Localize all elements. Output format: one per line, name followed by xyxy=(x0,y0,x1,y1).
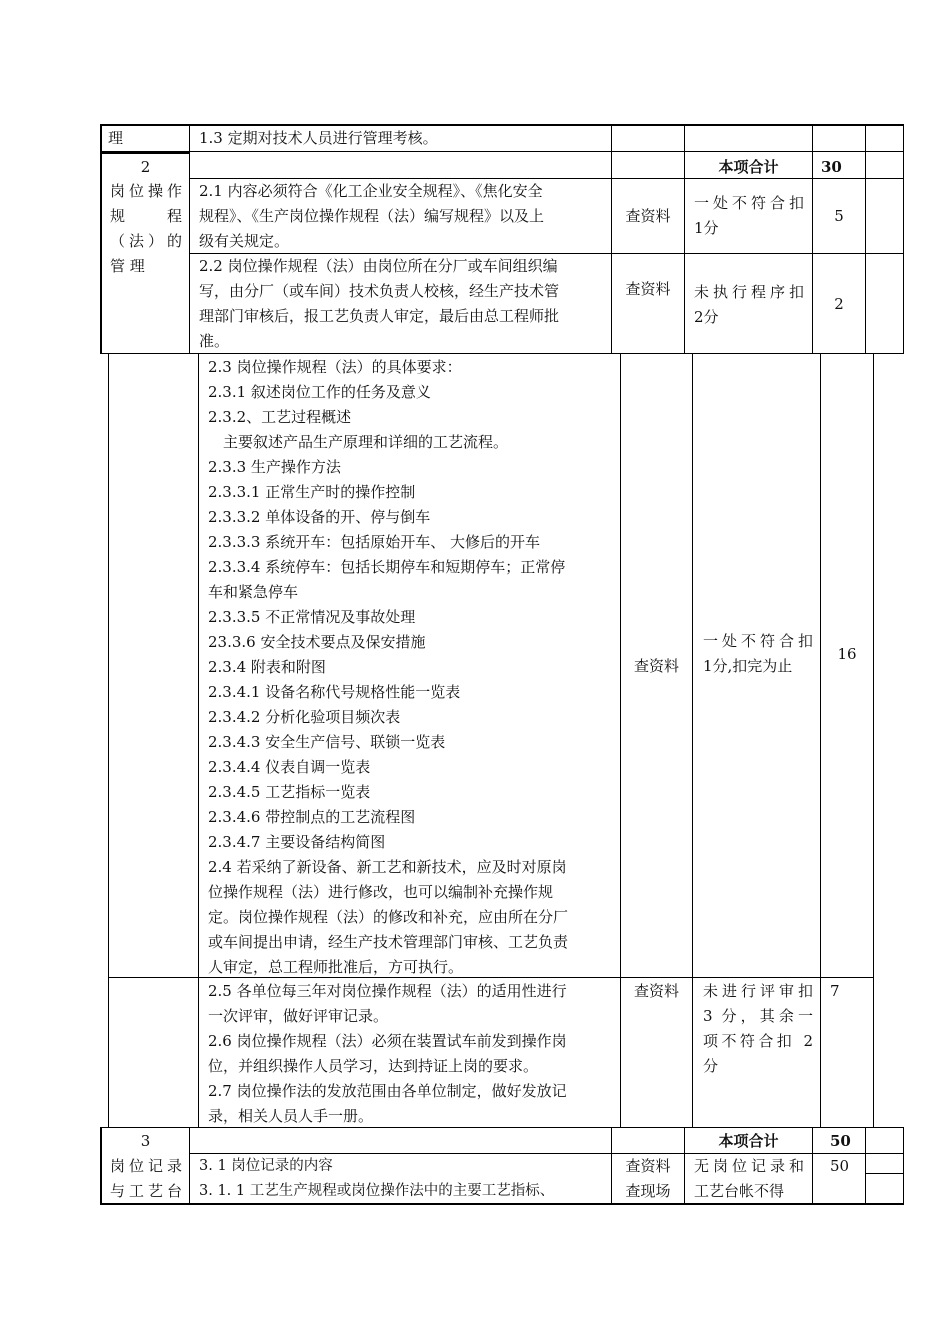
item-2-5-rule: 未进行评审扣 3 分，其余一 项不符合扣 2 分 xyxy=(703,982,813,1075)
item-2-1-rule: 一处不符合扣 1分 xyxy=(694,194,804,237)
item-3-1-method: 查资料 查现场 xyxy=(625,1157,671,1200)
section2-subtotal-value: 30 xyxy=(821,158,842,176)
item-2-3-text: 2.3 岗位操作规程（法）的具体要求： 2.3.1 叙述岗位工作的任务及意义 2.3.2、工艺过程概述 主要叙述产品生产原理和详细的工艺流程。 2.3.3 生产操作方法 2.3.3.1 正常生产时的操作控制 2.3.3.2 单体设备的开、停与倒车 2.3.3.3 系统开车：包括原始开车、 大修后的开车 2.3.3.4 系统停车：包括长期停车和短期停车；正常停 车和紧急停车 2.3.3.5 不正常情况及事故处理 23.3.6 安全技术要点及保安措施 2.3.4 附表和附图 2.3.4.1 设备名称代号规格性能一览表 2.3.4.2 分析化验项目频次表 2.3.4.3 安全生产信号、联锁一览表 2.3.4.4 仪表自调一览表 2.3.4.5 工艺指标一览表 2.3.4.6 带控制点的工艺流程图 2.3.4.7 主要设备结构简图 2.4 若采纳了新设备、新工艺和新技术，应及时对原岗 位操作规程（法）进行修改，也可以编制补充操作规 定。岗位操作规程（法）的修改和补充，应由所在分厂 或车间提出申请，经生产技术管理部门审核、工艺负责 人审定，总工程师批准后，方可执行。 xyxy=(208,358,569,976)
section3-number: 3 xyxy=(140,1132,151,1150)
item-2-2-method: 查资料 xyxy=(625,280,671,298)
item-3-1-rule: 无岗位记录和 工艺台帐不得 xyxy=(694,1157,804,1200)
section2-number: 2 xyxy=(140,158,151,176)
item-2-5-method: 查资料 xyxy=(633,982,679,1000)
row-top-category: 理 xyxy=(108,129,124,147)
section2-subtotal-label: 本项合计 xyxy=(718,158,779,176)
item-2-1-text: 2.1 内容必须符合《化工企业安全规程》、《焦化安全 规程》、《生产岗位操作规程（法）编写规程》以及上 级有关规定。 xyxy=(199,182,545,250)
item-2-2-rule: 未执行程序扣 2分 xyxy=(694,283,804,326)
item-3-1-text: 3. 1 岗位记录的内容 3. 1. 1 工艺生产规程或岗位操作法中的主要工艺指标、 xyxy=(199,1158,555,1199)
item-2-3-method: 查资料 xyxy=(633,657,679,675)
row-top-item: 1.3 定期对技术人员进行管理考核。 xyxy=(199,129,438,147)
item-2-3-rule: 一处不符合扣 1分,扣完为止 xyxy=(703,632,813,675)
section2-title: 岗位操作 规 程 （法）的 管 理 xyxy=(110,182,182,275)
item-2-2-score: 2 xyxy=(834,295,844,313)
item-2-1-score: 5 xyxy=(834,207,844,225)
item-2-3-score: 16 xyxy=(837,645,857,663)
section3-subtotal-label: 本项合计 xyxy=(718,1132,779,1150)
item-2-5-score: 7 xyxy=(830,982,840,1000)
item-2-5-text: 2.5 各单位每三年对岗位操作规程（法）的适用性进行 一次评审，做好评审记录。 2.6 岗位操作规程（法）必须在装置试车前发到操作岗 位，并组织操作人员学习，达到持证上岗的要求。 2.7 岗位操作法的发放范围由各单位制定，做好发放记 录，相关人员人手一册。 xyxy=(208,982,567,1125)
item-2-1-method: 查资料 xyxy=(625,207,671,225)
section3-subtotal-value: 50 xyxy=(830,1132,851,1150)
item-3-1-score: 50 xyxy=(830,1157,850,1175)
item-2-2-text: 2.2 岗位操作规程（法）由岗位所在分厂或车间组织编 写，由分厂（或车间）技术负责人校核，经生产技术管 理部门审核后，报工艺负责人审定，最后由总工程师批 准。 xyxy=(199,257,560,350)
section3-title: 岗位记录 与工艺台 xyxy=(110,1157,182,1200)
